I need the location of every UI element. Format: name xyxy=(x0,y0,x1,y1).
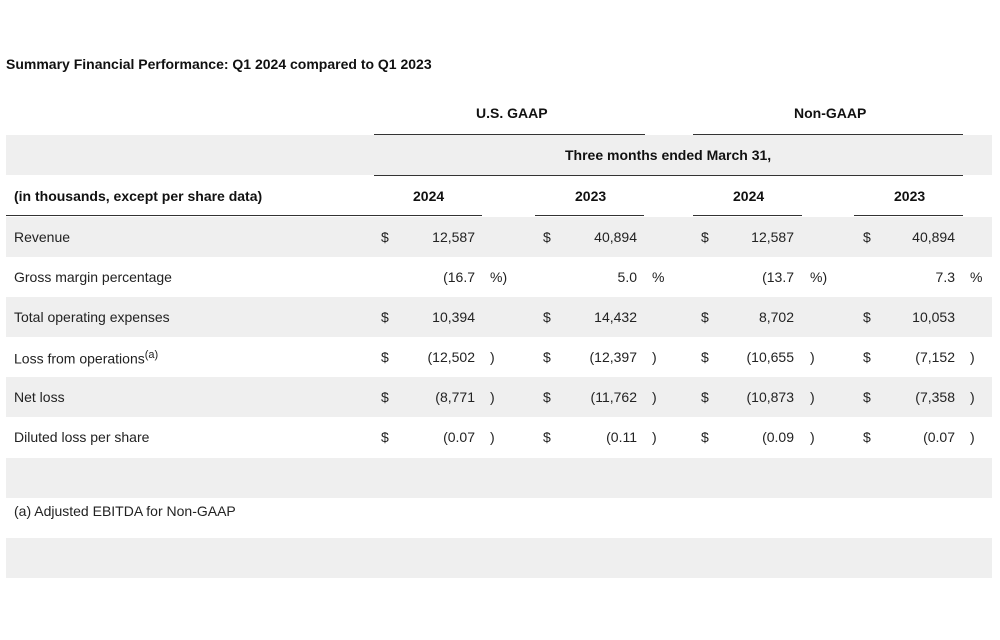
cell-suffix: ) xyxy=(490,349,495,365)
period-underline xyxy=(374,175,963,176)
currency-symbol: $ xyxy=(381,429,389,445)
header-underline xyxy=(854,215,963,216)
row-label xyxy=(14,269,172,285)
row-band xyxy=(6,377,992,417)
currency-symbol: $ xyxy=(701,229,709,245)
currency-symbol: $ xyxy=(543,309,551,325)
cell-suffix: %) xyxy=(490,269,508,285)
page-title: Summary Financial Performance: Q1 2024 compared to Q1 2023 xyxy=(6,56,432,72)
header-underline xyxy=(6,215,482,216)
cell-suffix: % xyxy=(970,269,983,285)
cell-suffix: ) xyxy=(970,429,975,445)
header-underline xyxy=(535,215,644,216)
currency-symbol: $ xyxy=(543,349,551,365)
row-label-text: Loss from operations xyxy=(14,350,145,367)
cell-suffix: ) xyxy=(970,349,975,365)
period-header: Three months ended March 31, xyxy=(565,147,772,163)
cell-suffix: ) xyxy=(652,349,657,365)
cell-value: (10,655 xyxy=(746,349,794,365)
cell-value: (7,358 xyxy=(915,389,955,405)
row-label-text: Total operating expenses xyxy=(14,309,170,325)
currency-symbol: $ xyxy=(543,229,551,245)
row-label xyxy=(14,229,70,245)
row-label-text: Diluted loss per share xyxy=(14,429,150,445)
row-label xyxy=(14,349,158,367)
cell-value: 7.3 xyxy=(935,269,955,285)
cell-value: (0.07 xyxy=(923,429,955,445)
cell-value: (13.7 xyxy=(762,269,794,285)
cell-value: (0.11 xyxy=(606,429,637,445)
cell-value: (0.09 xyxy=(762,429,794,445)
row-band xyxy=(6,217,992,257)
currency-symbol: $ xyxy=(381,349,389,365)
cell-value: 40,894 xyxy=(912,229,955,245)
cell-suffix: ) xyxy=(652,429,657,445)
currency-symbol: $ xyxy=(863,349,871,365)
header-underline xyxy=(693,215,802,216)
cell-value: 10,053 xyxy=(912,309,955,325)
currency-symbol: $ xyxy=(701,309,709,325)
year-header: 2024 xyxy=(733,188,765,204)
cell-value: (7,152 xyxy=(915,349,955,365)
cell-value: 12,587 xyxy=(432,229,475,245)
cell-value: (10,873 xyxy=(746,389,794,405)
row-label xyxy=(14,309,170,325)
cell-value: 10,394 xyxy=(432,309,475,325)
cell-suffix: ) xyxy=(810,429,815,445)
cell-suffix: ) xyxy=(810,349,815,365)
cell-suffix: ) xyxy=(652,389,657,405)
cell-value: (16.7 xyxy=(443,269,475,285)
row-label-text: Gross margin percentage xyxy=(14,269,172,285)
cell-value: 40,894 xyxy=(594,229,637,245)
cell-value: 5.0 xyxy=(617,269,637,285)
cell-value: (8,771 xyxy=(435,389,475,405)
currency-symbol: $ xyxy=(381,309,389,325)
currency-symbol: $ xyxy=(863,309,871,325)
cell-value: (12,397 xyxy=(589,349,637,365)
currency-symbol: $ xyxy=(863,429,871,445)
currency-symbol: $ xyxy=(701,349,709,365)
currency-symbol: $ xyxy=(543,429,551,445)
cell-suffix: % xyxy=(652,269,665,285)
footnote-marker: (a) xyxy=(144,349,159,361)
row-label xyxy=(14,429,149,445)
currency-symbol: $ xyxy=(543,389,551,405)
currency-symbol: $ xyxy=(381,229,389,245)
year-header: 2023 xyxy=(575,188,607,204)
spacer-band xyxy=(6,458,992,498)
row-label-text: Revenue xyxy=(14,229,71,245)
group-header-gaap: U.S. GAAP xyxy=(476,105,548,121)
cell-suffix: %) xyxy=(810,269,828,285)
row-label-text: Net loss xyxy=(14,389,65,405)
row-label xyxy=(14,389,65,405)
period-band xyxy=(6,135,992,175)
cell-value: 8,702 xyxy=(758,309,794,325)
footnote: (a) Adjusted EBITDA for Non-GAAP xyxy=(14,503,236,519)
currency-symbol: $ xyxy=(701,389,709,405)
currency-symbol: $ xyxy=(701,429,709,445)
cell-suffix: ) xyxy=(810,389,815,405)
currency-symbol: $ xyxy=(381,389,389,405)
cell-suffix: ) xyxy=(490,429,495,445)
year-header: 2023 xyxy=(894,188,926,204)
spacer-band xyxy=(6,538,992,578)
cell-value: 14,432 xyxy=(594,309,637,325)
stub-header: (in thousands, except per share data) xyxy=(14,188,263,204)
cell-value: 12,587 xyxy=(751,229,794,245)
cell-suffix: ) xyxy=(970,389,975,405)
cell-value: (12,502 xyxy=(427,349,475,365)
currency-symbol: $ xyxy=(863,389,871,405)
cell-value: (0.07 xyxy=(443,429,475,445)
group-header-nongaap: Non-GAAP xyxy=(794,105,867,121)
cell-suffix: ) xyxy=(490,389,495,405)
currency-symbol: $ xyxy=(863,229,871,245)
cell-value: (11,762 xyxy=(590,389,637,405)
year-header: 2024 xyxy=(413,188,445,204)
